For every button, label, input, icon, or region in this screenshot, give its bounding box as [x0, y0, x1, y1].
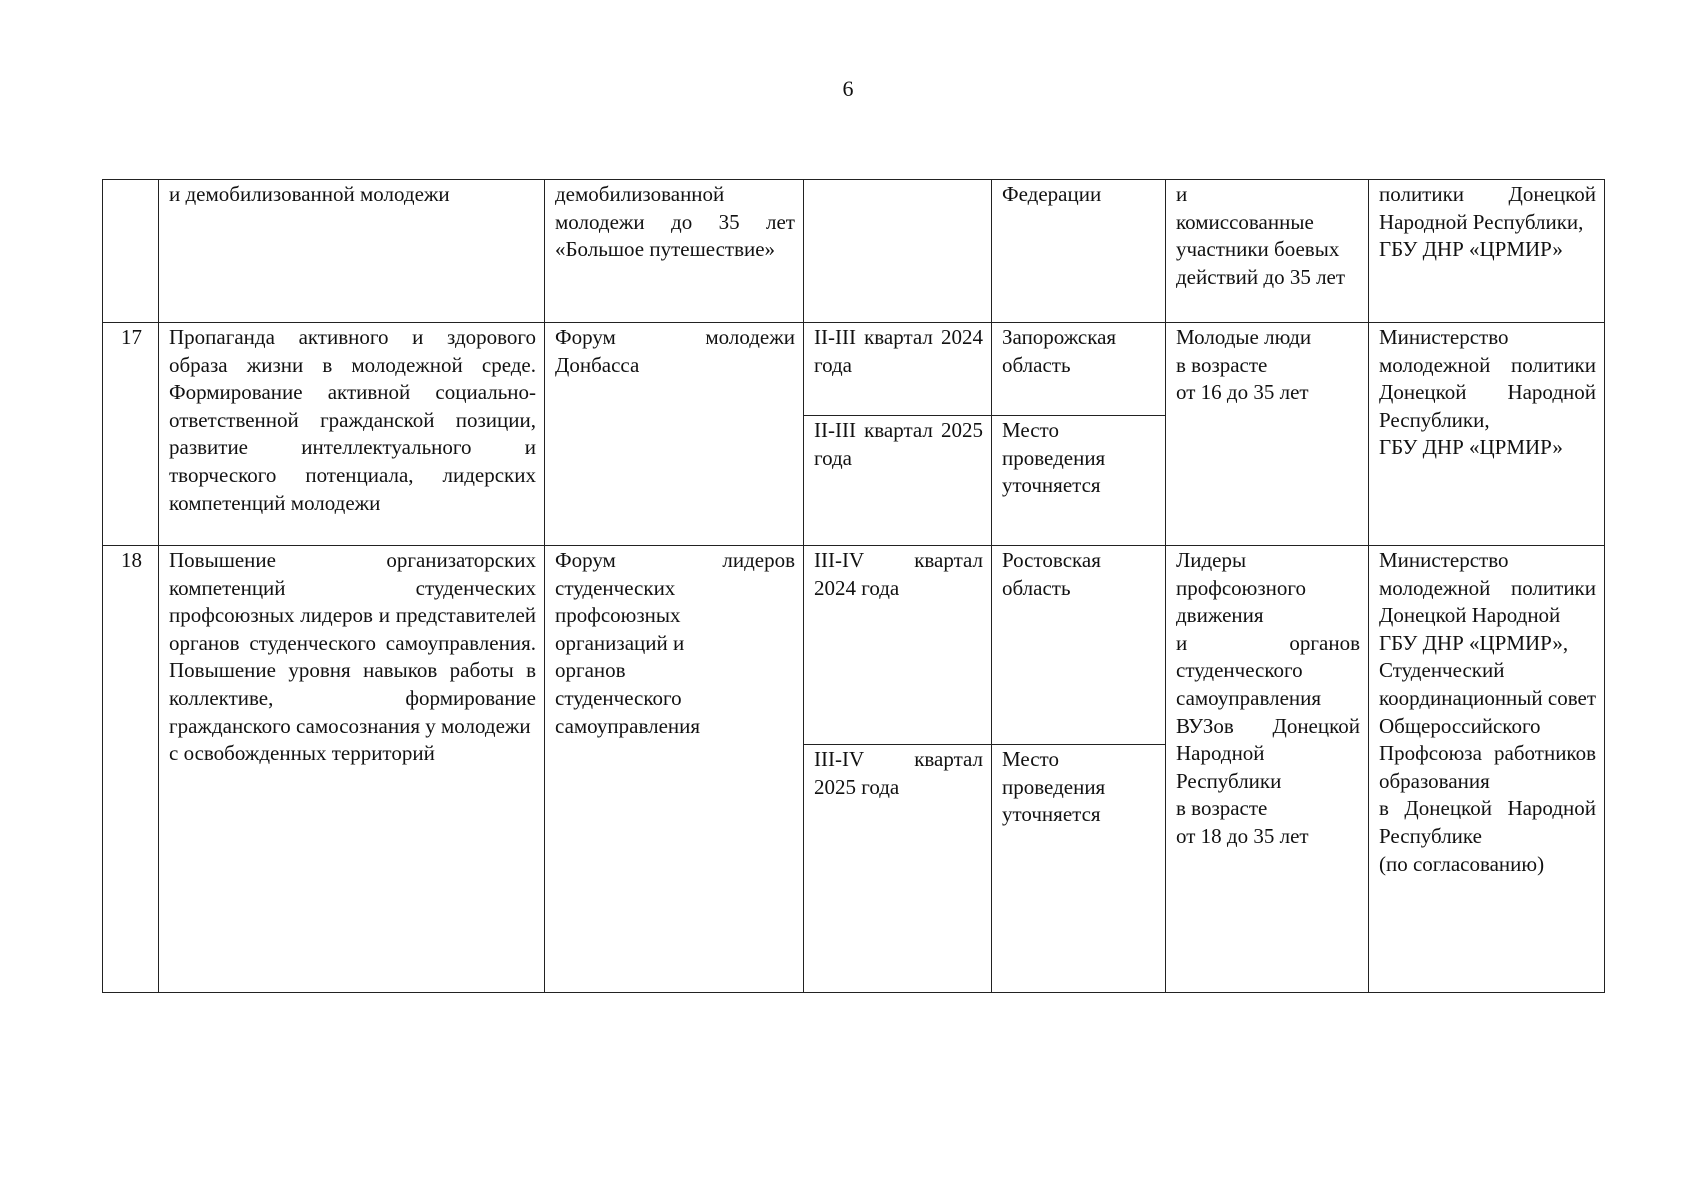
place-cell: Запорожская область	[992, 323, 1166, 416]
period-cell	[804, 180, 992, 323]
period-cell: II-III квартал 2025 года	[804, 416, 992, 546]
place-cell: Место проведения уточняется	[992, 416, 1166, 546]
row-number-cell: 18	[103, 546, 159, 993]
participants-cell: и комиссованные участники боевых действий до 35 лет	[1166, 180, 1369, 323]
place-cell: Федерации	[992, 180, 1166, 323]
period-cell: II-III квартал 2024 года	[804, 323, 992, 416]
events-table	[102, 179, 1605, 993]
responsible-cell: Министерство молодежной политики Донецкой Народной ГБУ ДНР «ЦРМИР», Студенческий координационный совет Общероссийского Профсоюза работников образования в Донецкой Народной Республике (по согласованию)	[1369, 546, 1605, 993]
event-cell: Форум лидеров студенческих профсоюзных организаций и органов студенческого самоуправления	[545, 546, 804, 993]
event-cell: Форум молодежи Донбасса	[545, 323, 804, 546]
place-cell: Место проведения уточняется	[992, 745, 1166, 993]
row-number-cell: 17	[103, 323, 159, 546]
participants-cell: Лидеры профсоюзного движения и органов студенческого самоуправления ВУЗов Донецкой Народной Республики в возрасте от 18 до 35 лет	[1166, 546, 1369, 993]
table-row-18	[103, 546, 1605, 745]
event-cell: демобилизованной молодежи до 35 лет «Большое путешествие»	[545, 180, 804, 323]
goal-cell: Повышение организаторских компетенций студенческих профсоюзных лидеров и представителей органов студенческого самоуправления. Повышение уровня навыков работы в коллективе, формирование гражданского самосознания у молодежи с освобожденных территорий	[159, 546, 545, 993]
table-row-17	[103, 323, 1605, 416]
responsible-cell: Министерство молодежной политики Донецкой Народной Республики, ГБУ ДНР «ЦРМИР»	[1369, 323, 1605, 546]
goal-cell: и демобилизованной молодежи	[159, 180, 545, 323]
period-cell: III-IV квартал 2025 года	[804, 745, 992, 993]
responsible-cell: политики Донецкой Народной Республики, ГБУ ДНР «ЦРМИР»	[1369, 180, 1605, 323]
page-number: 6	[842, 76, 854, 101]
goal-cell: Пропаганда активного и здорового образа жизни в молодежной среде. Формирование активной социально-ответственной гражданской позиции, развитие интеллектуального и творческого потенциала, лидерских компетенций молодежи	[159, 323, 545, 546]
participants-cell: Молодые люди в возрасте от 16 до 35 лет	[1166, 323, 1369, 546]
row-number-cell	[103, 180, 159, 323]
period-cell: III-IV квартал 2024 года	[804, 546, 992, 745]
place-cell: Ростовская область	[992, 546, 1166, 745]
table-row-continuation	[103, 180, 1605, 323]
